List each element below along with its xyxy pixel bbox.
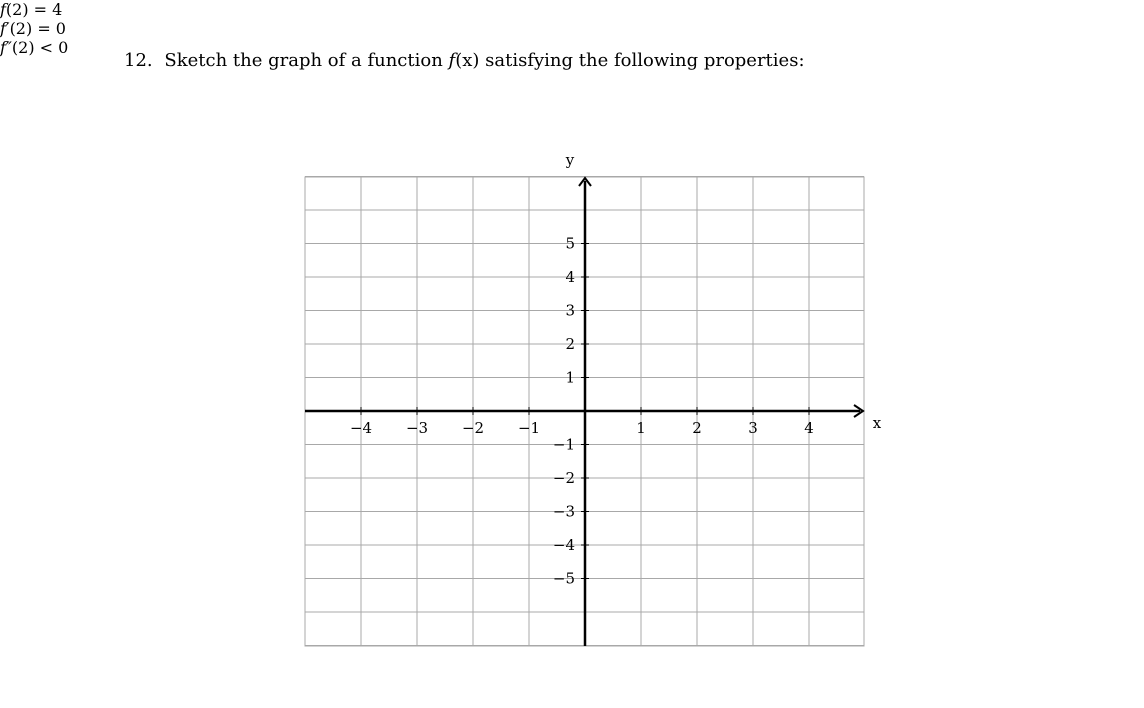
y-tick-label: −5 <box>552 569 575 588</box>
y-tick-label: −3 <box>552 502 575 521</box>
problem-text-after: satisfying the following properties: <box>479 50 805 71</box>
function-name: f <box>448 50 456 71</box>
y-tick-label: 2 <box>565 335 575 353</box>
problem-number: 12. <box>124 50 153 71</box>
x-tick-label: −1 <box>517 419 541 437</box>
condition-second-derivative: f″(2) < 0 <box>0 38 69 57</box>
x-tick-label: 2 <box>692 419 702 437</box>
function-arg: (x) <box>455 50 480 71</box>
problem-text-before: Sketch the graph of a function <box>164 50 449 71</box>
x-tick-label: −2 <box>461 419 485 437</box>
y-tick-label: 5 <box>565 234 575 253</box>
y-tick-label: 1 <box>565 368 575 387</box>
y-tick-label: −4 <box>552 536 575 554</box>
y-tick-label: 3 <box>565 301 575 320</box>
y-axis-label: y <box>565 151 575 169</box>
x-tick-label: 1 <box>636 419 646 437</box>
x-tick-label: −4 <box>349 419 373 437</box>
x-tick-label: −3 <box>405 419 429 437</box>
y-tick-label: −2 <box>552 469 575 487</box>
x-tick-label: 3 <box>748 419 758 437</box>
condition-first-derivative: f′(2) = 0 <box>0 19 66 38</box>
x-axis-label: x <box>872 414 882 432</box>
y-tick-label: −1 <box>552 435 575 454</box>
condition-f-value: f(2) = 4 <box>0 0 63 19</box>
x-tick-label: 4 <box>804 419 814 437</box>
y-tick-label: 4 <box>565 268 575 286</box>
